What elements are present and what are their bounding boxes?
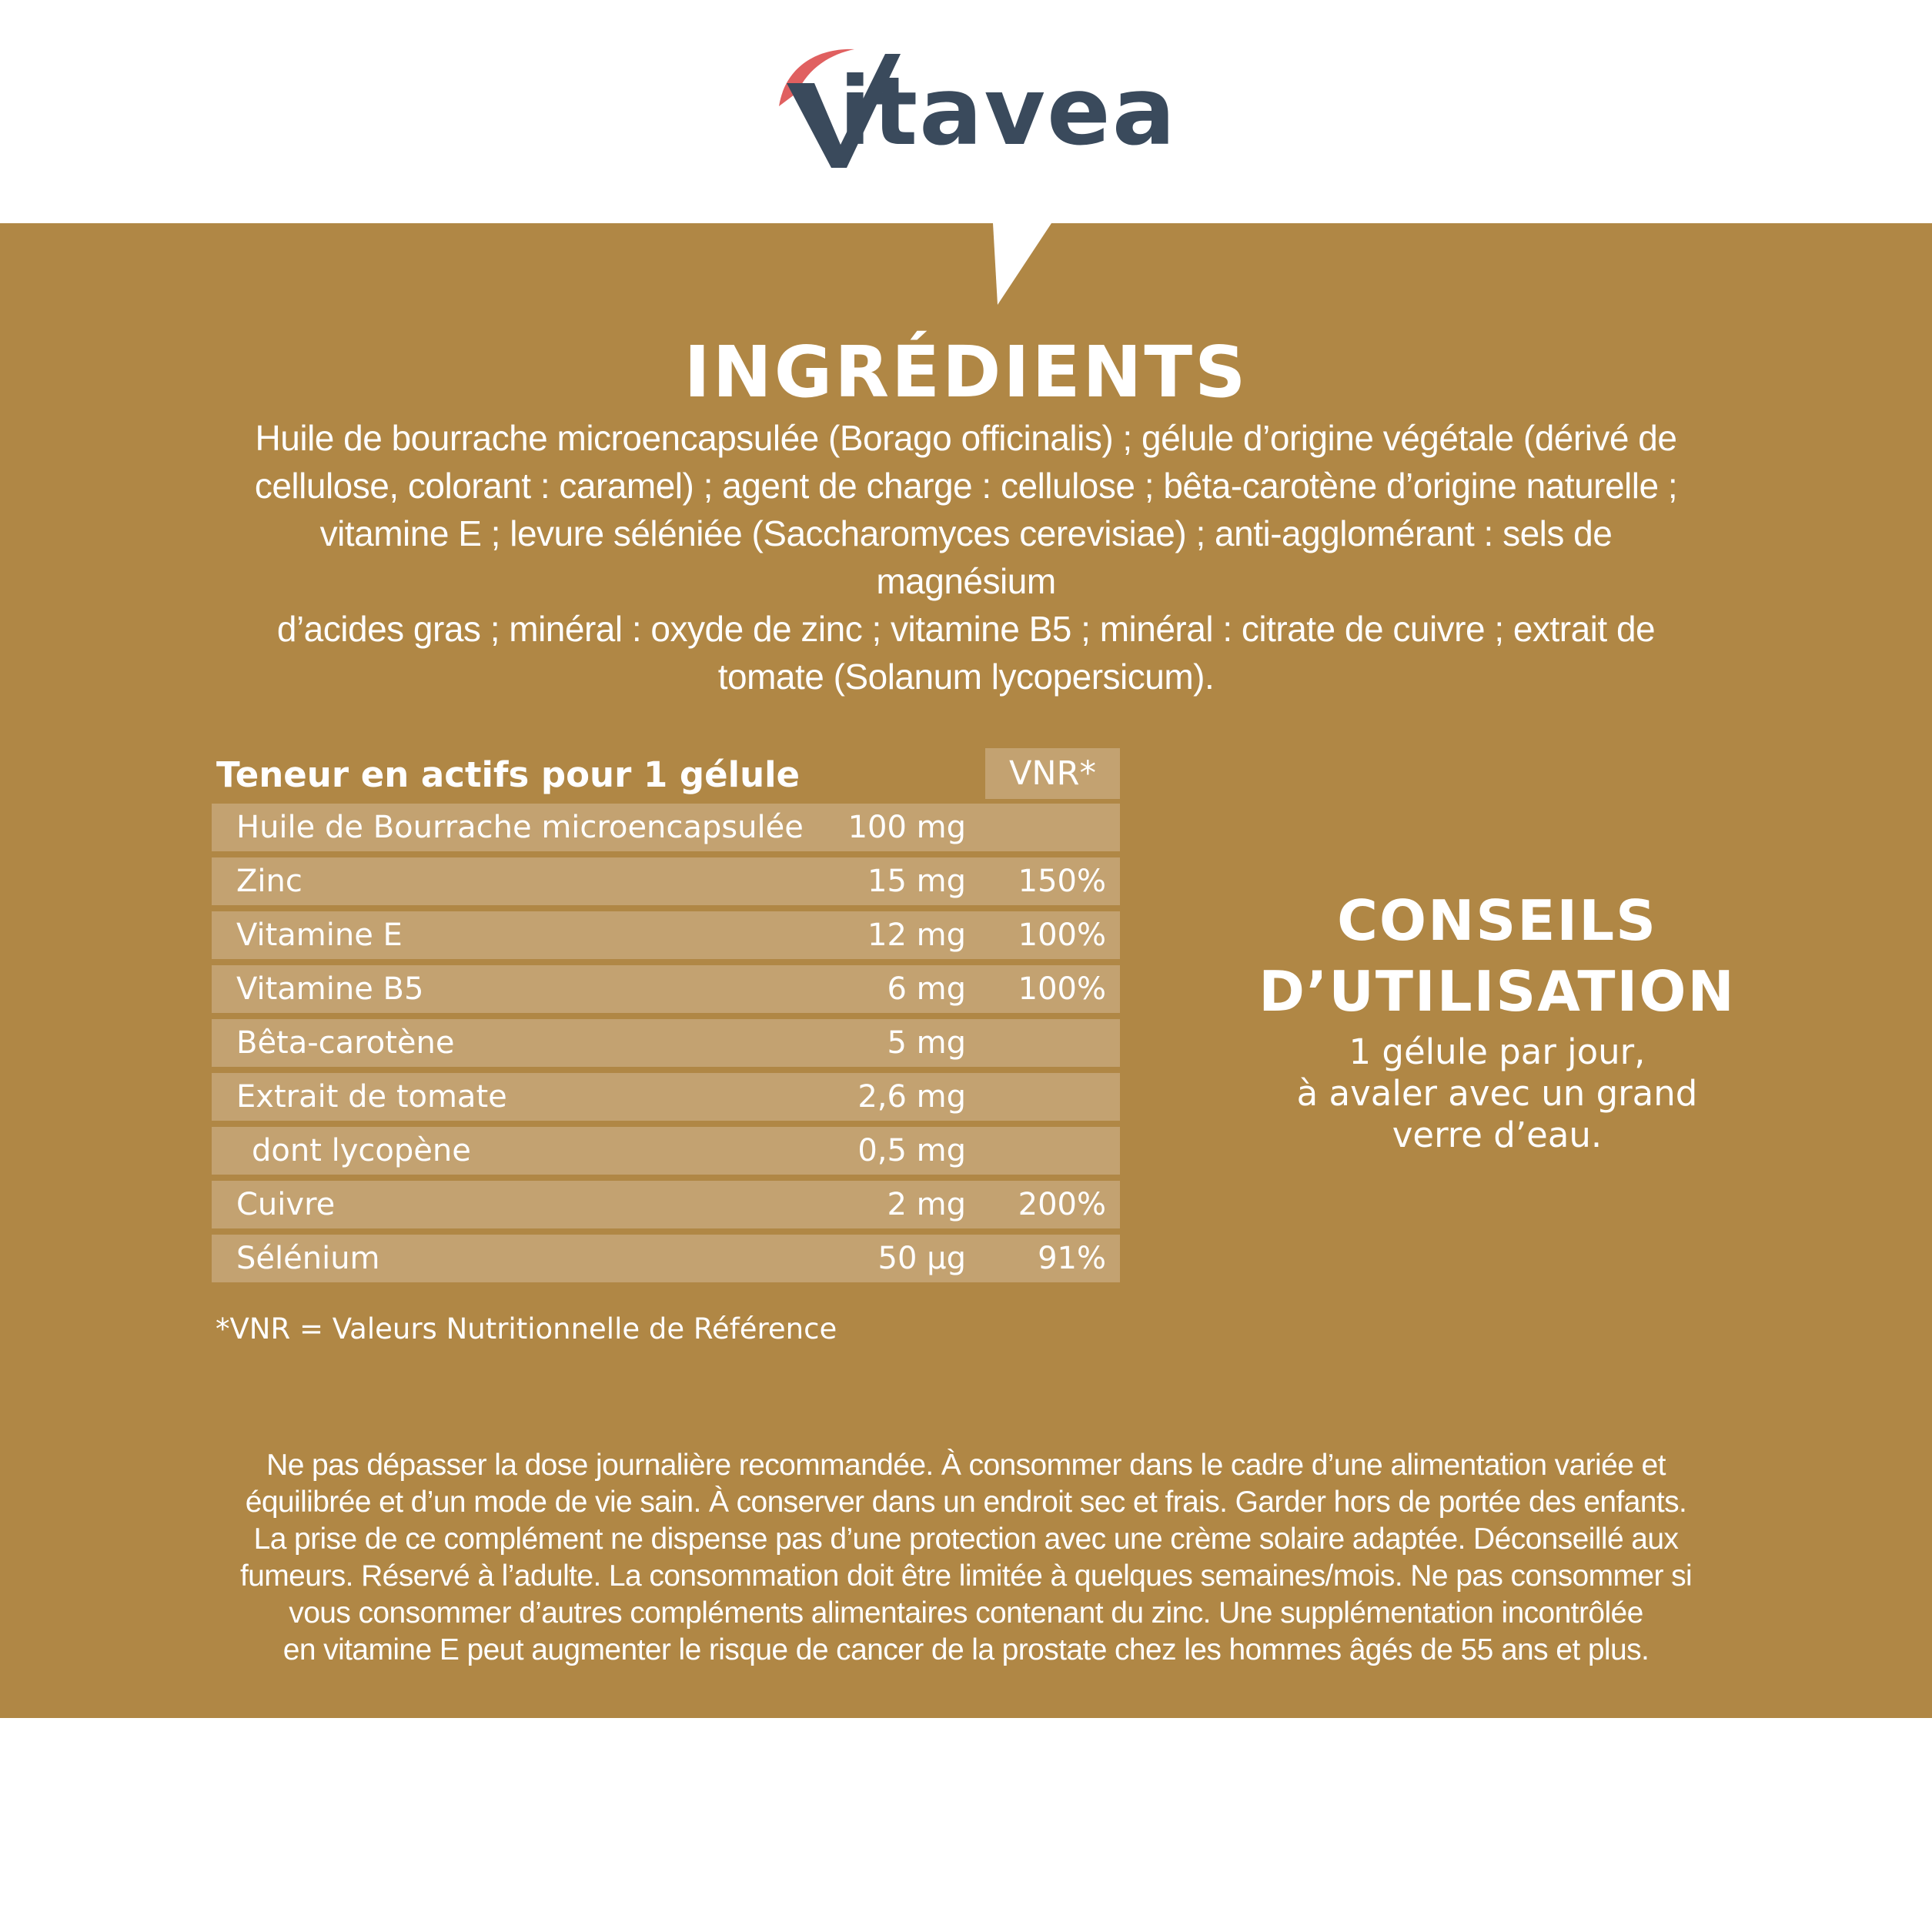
row-qty: 100 mg: [847, 810, 966, 845]
usage-text: [1232, 1031, 1763, 1156]
row-qty: 0,5 mg: [857, 1133, 966, 1168]
row-name: Vitamine B5: [236, 971, 424, 1007]
speech-notch: [0, 223, 1932, 308]
table-row: [212, 965, 1120, 1013]
ingredients-line: tomate (Solanum lycopersicum).: [717, 657, 1215, 697]
brand-wordmark: itavea: [839, 57, 1178, 166]
row-qty: 2 mg: [887, 1187, 966, 1222]
warning-line: vous consommer d’autres compléments alimentaires contenant du zinc. Une supplémentation incontrôlée: [289, 1596, 1643, 1629]
usage-title-line: D’UTILISATION: [1258, 959, 1736, 1024]
ingredients-line: vitamine E ; levure séléniée (Saccharomyces cerevisiae) ; anti-agglomérant : sels de magnésium: [319, 513, 1613, 601]
row-name: Sélénium: [236, 1241, 380, 1276]
table-row: [212, 804, 1120, 851]
warning-line: équilibrée et d’un mode de vie sain. À conserver dans un endroit sec et frais. Garder hors de portée des enfants.: [245, 1486, 1687, 1519]
warning-text: [200, 1447, 1732, 1669]
row-name: dont lycopène: [252, 1133, 471, 1168]
warning-line: La prise de ce complément ne dispense pas d’une protection avec une crème solaire adaptée. Déconseillé aux: [253, 1523, 1679, 1556]
row-vnr: 200%: [1018, 1187, 1106, 1222]
usage-text-line: 1 gélule par jour,: [1349, 1031, 1646, 1072]
row-vnr: 150%: [1018, 864, 1106, 899]
table-row: [212, 1073, 1120, 1121]
table-row: [212, 1019, 1120, 1067]
usage-title-line: CONSEILS: [1337, 888, 1657, 953]
table-row: [212, 911, 1120, 959]
row-vnr: 91%: [1038, 1241, 1106, 1276]
content-panel: [0, 223, 1932, 1718]
table-row: [212, 1235, 1120, 1282]
row-name: Zinc: [236, 864, 303, 899]
ingredients-text: [239, 414, 1693, 700]
ingredients-line: cellulose, colorant : caramel) ; agent de charge : cellulose ; bêta-carotène d’origine naturelle ;: [254, 466, 1678, 506]
table-row: [212, 1127, 1120, 1175]
ingredients-line: Huile de bourrache microencapsulée (Borago officinalis) ; gélule d’origine végétale (dérivé de: [255, 418, 1677, 458]
row-qty: 15 mg: [867, 864, 966, 899]
row-name: Bêta-carotène: [236, 1025, 455, 1061]
usage-advice: [1232, 885, 1763, 1156]
table-header-label: Teneur en actifs pour 1 gélule: [216, 754, 801, 795]
usage-text-line: verre d’eau.: [1392, 1115, 1603, 1155]
row-vnr: 100%: [1018, 971, 1106, 1007]
row-name: Extrait de tomate: [236, 1079, 507, 1115]
row-name: Cuivre: [236, 1187, 336, 1222]
row-name: Vitamine E: [236, 918, 403, 953]
table-header: [212, 748, 1120, 799]
row-qty: 6 mg: [887, 971, 966, 1007]
table-header-vnr: VNR*: [985, 748, 1120, 799]
nutrition-table: [212, 748, 1120, 1289]
row-qty: 2,6 mg: [857, 1079, 966, 1115]
ingredients-title: INGRÉDIENTS: [684, 331, 1248, 413]
ingredients-line: d’acides gras ; minéral : oxyde de zinc ; vitamine B5 ; minéral : citrate de cuivre ; extrait de: [276, 609, 1656, 649]
table-row: [212, 1181, 1120, 1228]
row-qty: 50 µg: [877, 1241, 966, 1276]
usage-text-line: à avaler avec un grand: [1296, 1073, 1698, 1114]
row-vnr: 100%: [1018, 918, 1106, 953]
row-qty: 5 mg: [887, 1025, 966, 1061]
warning-line: Ne pas dépasser la dose journalière recommandée. À consommer dans le cadre d’une alimentation variée et: [266, 1449, 1666, 1482]
row-name: Huile de Bourrache microencapsulée: [236, 810, 804, 845]
table-row: [212, 857, 1120, 905]
row-qty: 12 mg: [867, 918, 966, 953]
vnr-footnote: *VNR = Valeurs Nutritionnelle de Référence: [216, 1312, 837, 1345]
warning-line: fumeurs. Réservé à l’adulte. La consommation doit être limitée à quelques semaines/mois. Ne pas consommer si: [239, 1559, 1693, 1593]
warning-line: en vitamine E peut augmenter le risque de cancer de la prostate chez les hommes âgés de 55 ans et plus.: [282, 1633, 1650, 1666]
